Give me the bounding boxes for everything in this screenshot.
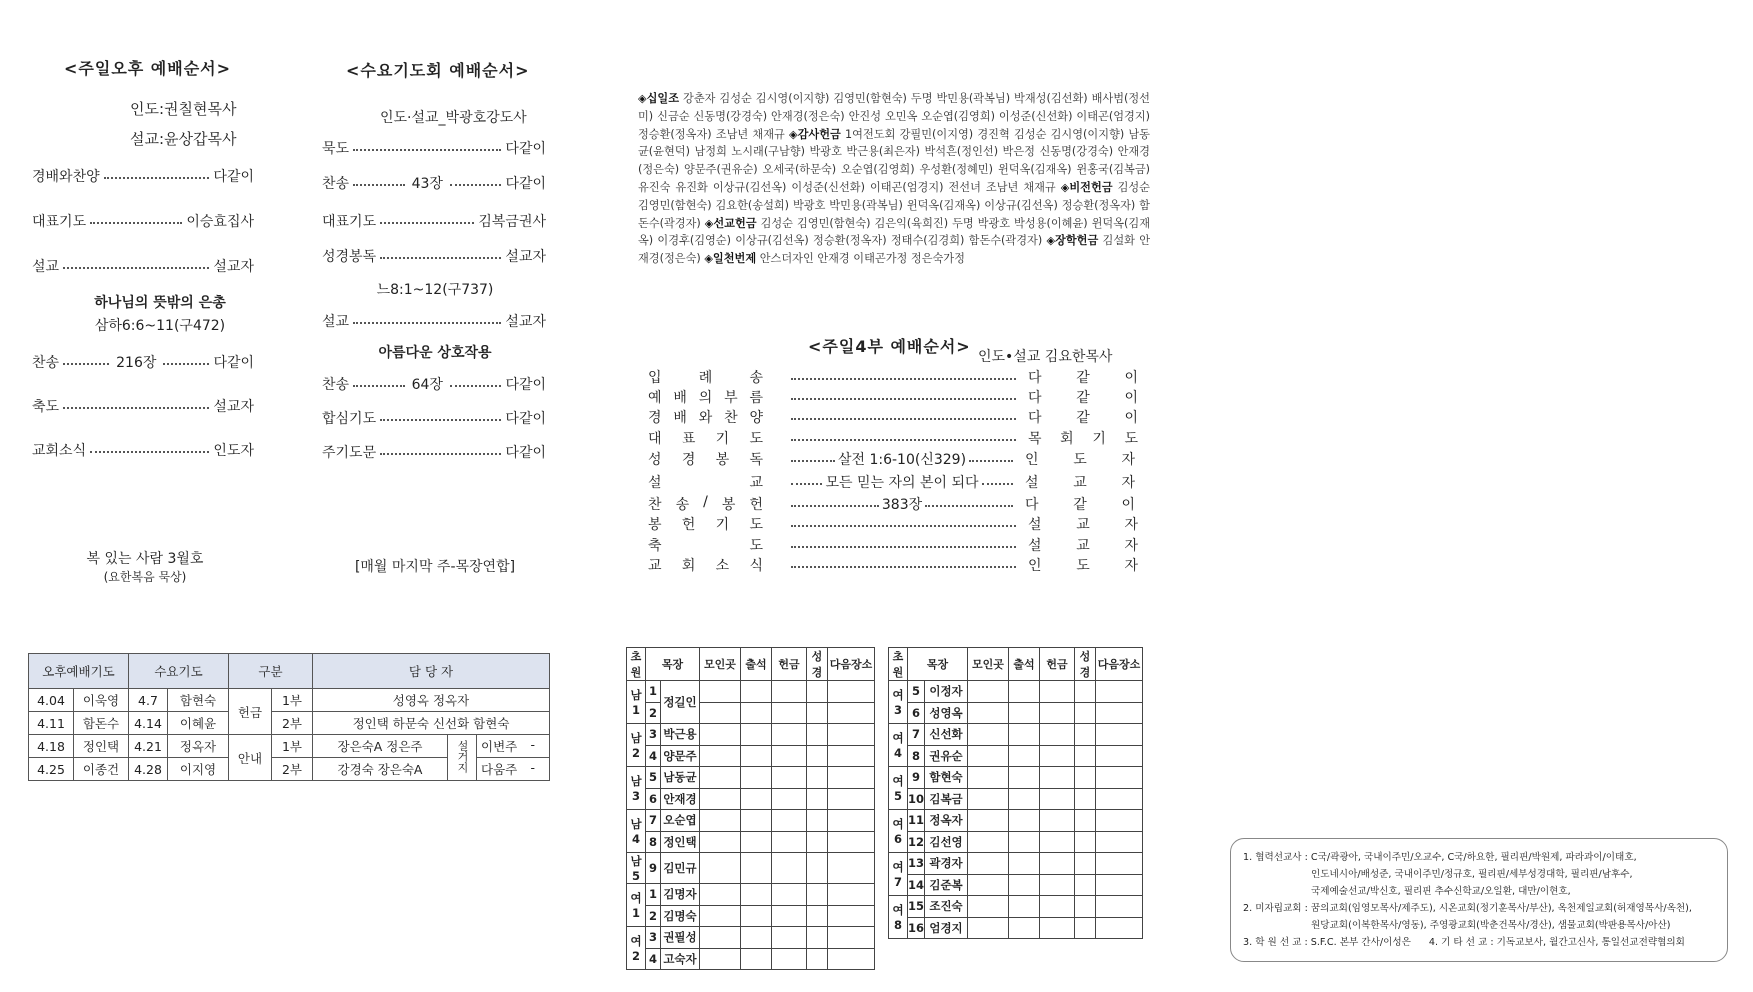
attendance-cell[interactable] (828, 884, 875, 906)
attendance-cell[interactable] (968, 767, 1009, 789)
table-row: 여6 11 정옥자 (889, 810, 1143, 832)
order-item (648, 472, 1138, 492)
attendance-cell[interactable] (1075, 831, 1096, 853)
attendance-cell[interactable] (807, 884, 828, 906)
attendance-cell[interactable] (1096, 745, 1143, 767)
attendance-cell[interactable] (1040, 917, 1075, 939)
attendance-cell[interactable] (1096, 810, 1143, 832)
attendance-cell[interactable] (741, 948, 772, 970)
table-row: 여5 9 함현숙 (889, 767, 1143, 789)
attendance-cell[interactable] (700, 745, 741, 767)
attendance-cell[interactable] (828, 702, 875, 724)
table-row: 남3 5 남동균 (627, 767, 875, 789)
scripture-reference: 느8:1~12(구737) (376, 282, 494, 298)
attendance-cell[interactable] (1040, 874, 1075, 896)
attendance-cell[interactable] (968, 917, 1009, 939)
group-cell: 여7 (889, 853, 908, 896)
order-item: 찬송 43장 다같이 (322, 176, 547, 192)
table-row: 남2 3 박근용 (627, 724, 875, 746)
order-item: 찬송 64장 다같이 (322, 377, 547, 393)
attendance-cell[interactable] (1009, 896, 1040, 918)
attendance-cell[interactable] (828, 745, 875, 767)
order-item (648, 449, 1138, 469)
order-item (648, 514, 1138, 534)
group-cell: 남5 (627, 853, 646, 884)
attendance-cell[interactable] (807, 767, 828, 789)
attendance-cell[interactable] (968, 896, 1009, 918)
order-item (648, 428, 1138, 448)
attendance-cell[interactable] (1040, 788, 1075, 810)
order-value: 목 회 기 도 (1028, 431, 1138, 447)
attendance-cell[interactable] (741, 831, 772, 853)
table-row: 4.04 이욱영 4.7 함현숙 헌금 1부 성영옥 정옥자 (29, 689, 550, 712)
attendance-cell[interactable] (807, 853, 828, 884)
attendance-cell[interactable] (772, 767, 807, 789)
attendance-cell[interactable] (1096, 874, 1143, 896)
attendance-cell[interactable] (772, 810, 807, 832)
table-row: 8 정인택 (627, 831, 875, 853)
attendance-cell[interactable] (741, 810, 772, 832)
order-item: 설교 설교자 (32, 259, 254, 275)
attendance-cell[interactable] (772, 831, 807, 853)
attendance-cell[interactable] (741, 927, 772, 949)
attendance-cell[interactable] (1040, 853, 1075, 875)
group-cell: 남1 (627, 681, 646, 724)
order-item: 주기도문 다같이 (322, 445, 546, 461)
table-row: 여2 3 권필성 (627, 927, 875, 949)
attendance-cell[interactable] (700, 927, 741, 949)
order-label: 찬 송 / 봉 헌 (648, 494, 763, 513)
attendance-cell[interactable] (1009, 917, 1040, 939)
attendance-cell[interactable] (1096, 831, 1143, 853)
attendance-cell[interactable] (1009, 810, 1040, 832)
order-item (648, 387, 1138, 407)
sunday-pm-leader: 인도:권칠현목사 (130, 100, 237, 118)
attendance-cell[interactable] (1096, 767, 1143, 789)
table-row: 남5 9 김민규 (627, 853, 875, 884)
table-row: 여1 1 김명자 (627, 884, 875, 906)
wed-prayer-title: <수요기도회 예배순서> (346, 61, 530, 80)
attendance-cell[interactable] (700, 702, 741, 724)
order-label: 교 회 소 식 (648, 558, 763, 574)
order-value: 설 교 자 (1025, 475, 1135, 491)
sermon-reference: 삼하6:6~11(구472) (94, 318, 226, 334)
attendance-cell[interactable] (741, 702, 772, 724)
attendance-cell[interactable] (1040, 681, 1075, 703)
order-item (648, 407, 1138, 427)
attendance-cell[interactable] (968, 788, 1009, 810)
order-item (648, 555, 1138, 575)
order-value: 인 도 자 (1025, 452, 1135, 468)
attendance-cell[interactable] (700, 724, 741, 746)
attendance-cell[interactable] (1075, 917, 1096, 939)
order-item (648, 494, 1138, 514)
attendance-cell[interactable] (1009, 724, 1040, 746)
table-row: 4.11 함돈수 4.14 이혜윤 2부 정인택 하문숙 신선화 함현숙 (29, 712, 550, 735)
attendance-cell[interactable] (1096, 788, 1143, 810)
attendance-cell[interactable] (1075, 745, 1096, 767)
attendance-cell[interactable] (1040, 896, 1075, 918)
order-value: 다 같 이 (1028, 370, 1138, 386)
table-row: 6 안재경 (627, 788, 875, 810)
attendance-cell[interactable] (1040, 767, 1075, 789)
attendance-cell[interactable] (807, 745, 828, 767)
order-detail: 살전 1:6-10(신329) (791, 449, 1013, 469)
devotional-subtitle: (요한복음 묵상) (103, 570, 187, 584)
attendance-cell[interactable] (968, 853, 1009, 875)
attendance-cell[interactable] (828, 724, 875, 746)
attendance-cell[interactable] (828, 853, 875, 884)
attendance-cell[interactable] (1075, 896, 1096, 918)
attendance-cell[interactable] (968, 831, 1009, 853)
attendance-cell[interactable] (807, 927, 828, 949)
attendance-cell[interactable] (828, 767, 875, 789)
attendance-cell[interactable] (1075, 681, 1096, 703)
attendance-table-left: 초원 목장 모인곳 출석 헌금 성경 다음장소 남1 1 정길인 2 남2 3 박근용 4 양문주 남3 5 남동균 6 안재경 남4 7 오순엽 8 정인택 남5 9 김민규 여1 1 김명자 2 김명숙 여2 3 권필성 4 고숙자 (626, 647, 875, 970)
order-value: 다 같 이 (1028, 390, 1138, 406)
order-item: 설교 설교자 (322, 314, 546, 330)
order-label: 축 도 (648, 538, 763, 554)
attendance-cell[interactable] (1009, 831, 1040, 853)
attendance-cell[interactable] (807, 681, 828, 703)
group-cell: 여6 (889, 810, 908, 853)
attendance-cell[interactable] (968, 874, 1009, 896)
devotional-title: 복 있는 사람 3월호 (86, 551, 204, 567)
table-row: 8 권유순 (889, 745, 1143, 767)
table-row: 남4 7 오순엽 (627, 810, 875, 832)
attendance-cell[interactable] (1075, 702, 1096, 724)
order-item: 묵도 다같이 (322, 141, 546, 157)
order-label: 봉 헌 기 도 (648, 517, 763, 533)
attendance-cell[interactable] (807, 905, 828, 927)
group-cell: 여3 (889, 681, 908, 724)
attendance-cell[interactable] (700, 681, 741, 703)
order-item (648, 535, 1138, 555)
table-row: 2 김명숙 (627, 905, 875, 927)
attendance-cell[interactable] (772, 927, 807, 949)
order-label: 예 배 의 부 름 (648, 390, 763, 406)
table-row: 2 (627, 702, 875, 724)
attendance-cell[interactable] (772, 948, 807, 970)
attendance-cell[interactable] (1075, 724, 1096, 746)
attendance-cell[interactable] (741, 745, 772, 767)
sermon-title: 아름다운 상호작용 (378, 345, 492, 361)
attendance-cell[interactable] (1040, 745, 1075, 767)
attendance-cell[interactable] (772, 788, 807, 810)
order-label: 성 경 봉 독 (648, 452, 763, 468)
attendance-cell[interactable] (741, 681, 772, 703)
attendance-cell[interactable] (1009, 767, 1040, 789)
table-row: 4.25 이종건 4.28 이지영 2부 강경숙 장은숙A 다움주 - (29, 758, 550, 781)
table-row: 6 성영옥 (889, 702, 1143, 724)
attendance-cell[interactable] (1009, 788, 1040, 810)
attendance-cell[interactable] (1096, 681, 1143, 703)
group-cell: 남4 (627, 810, 646, 853)
attendance-cell[interactable] (1096, 724, 1143, 746)
attendance-cell[interactable] (772, 884, 807, 906)
sunday-pm-title: <주일오후 예배순서> (64, 59, 232, 78)
attendance-cell[interactable] (772, 702, 807, 724)
sunday4-leader: 인도•설교 김요한목사 (978, 349, 1113, 365)
attendance-cell[interactable] (741, 767, 772, 789)
attendance-cell[interactable] (700, 788, 741, 810)
order-value: 다 같 이 (1025, 497, 1135, 513)
group-cell: 여5 (889, 767, 908, 810)
attendance-cell[interactable] (700, 884, 741, 906)
attendance-cell[interactable] (1009, 681, 1040, 703)
attendance-cell[interactable] (741, 853, 772, 884)
attendance-cell[interactable] (1096, 853, 1143, 875)
attendance-cell[interactable] (807, 948, 828, 970)
group-cell: 여1 (627, 884, 646, 927)
attendance-cell[interactable] (700, 831, 741, 853)
order-value: 인 도 자 (1028, 558, 1138, 574)
attendance-cell[interactable] (828, 927, 875, 949)
attendance-cell[interactable] (1075, 874, 1096, 896)
attendance-cell[interactable] (772, 905, 807, 927)
table-row: 여8 15 조진숙 (889, 896, 1143, 918)
table-row: 여4 7 신선화 (889, 724, 1143, 746)
duty-table: 오후예배기도 수요기도 구분 담 당 자 4.04 이욱영 4.7 함현숙 헌금 1부 성영옥 정옥자 4.11 함돈수 4.14 이혜윤 2부 정인택 하문숙 신선화 함현숙 4.18 정인택 4.21 정옥자 안내 1부 장은숙A 정은주 설거지 이변주 - 4.25 이종건 4.28 이지영 2부 강경숙 장은숙A 다움주 - (28, 653, 550, 781)
order-value: 설 교 자 (1028, 538, 1138, 554)
order-label: 입 례 송 (648, 370, 763, 386)
wed-prayer-leader: 인도·설교_박광호강도사 (380, 110, 527, 126)
table-row: 여3 5 이정자 (889, 681, 1143, 703)
group-cell: 여4 (889, 724, 908, 767)
table-row: 여7 13 곽경자 (889, 853, 1143, 875)
attendance-cell[interactable] (828, 831, 875, 853)
attendance-cell[interactable] (700, 853, 741, 884)
sunday4-title: <주일4부 예배순서> (808, 337, 971, 356)
attendance-cell[interactable] (1075, 810, 1096, 832)
attendance-cell[interactable] (1096, 917, 1143, 939)
attendance-cell[interactable] (1075, 788, 1096, 810)
order-label: 대 표 기 도 (648, 431, 763, 447)
order-detail: 모든 믿는 자의 본이 되다 (791, 472, 1013, 492)
attendance-cell[interactable] (807, 702, 828, 724)
group-cell: 여8 (889, 896, 908, 939)
attendance-cell[interactable] (968, 724, 1009, 746)
group-cell: 남3 (627, 767, 646, 810)
order-item: 대표기도 김복금권사 (322, 214, 546, 230)
attendance-cell[interactable] (772, 853, 807, 884)
attendance-table-right: 초원 목장 모인곳 출석 헌금 성경 다음장소 여3 5 이정자 6 성영옥 여4 7 신선화 8 권유순 여5 9 함현숙 10 김복금 여6 11 정옥자 12 김선영 여7 13 곽경자 14 김준복 여8 15 조진숙 16 엄경지 (888, 647, 1143, 939)
attendance-cell[interactable] (741, 905, 772, 927)
attendance-cell[interactable] (828, 905, 875, 927)
attendance-cell[interactable] (1075, 767, 1096, 789)
attendance-cell[interactable] (772, 681, 807, 703)
attendance-cell[interactable] (828, 681, 875, 703)
table-row: 10 김복금 (889, 788, 1143, 810)
attendance-cell[interactable] (700, 810, 741, 832)
attendance-cell[interactable] (741, 884, 772, 906)
order-item (648, 367, 1138, 387)
table-row: 16 엄경지 (889, 917, 1143, 939)
attendance-cell[interactable] (1009, 702, 1040, 724)
table-row: 4 양문주 (627, 745, 875, 767)
attendance-cell[interactable] (741, 788, 772, 810)
order-item: 교회소식 인도자 (32, 443, 254, 459)
attendance-cell[interactable] (700, 948, 741, 970)
sunday-pm-preacher: 설교:윤상갑목사 (130, 130, 237, 148)
sermon-title: 하나님의 뜻밖의 은총 (94, 295, 226, 311)
attendance-cell[interactable] (828, 810, 875, 832)
attendance-cell[interactable] (700, 905, 741, 927)
order-value: 설 교 자 (1028, 517, 1138, 533)
order-detail: 383장 (791, 494, 1013, 514)
attendance-cell[interactable] (1040, 810, 1075, 832)
attendance-cell[interactable] (772, 745, 807, 767)
attendance-cell[interactable] (1009, 745, 1040, 767)
attendance-cell[interactable] (1040, 702, 1075, 724)
order-label: 설 교 (648, 475, 763, 491)
order-item: 성경봉독 설교자 (322, 249, 546, 265)
attendance-cell[interactable] (1040, 831, 1075, 853)
group-cell: 여2 (627, 927, 646, 970)
order-label: 경 배 와 찬 양 (648, 410, 763, 426)
missions-box: 1. 협력선교사 : C국/곽광아, 국내이주민/오교수, C국/하요한, 필리핀/박원제, 파라과이/이태호, 인도네시아/배성준, 국내이주민/정규호, 필리핀/세부성경대학, 필리핀/남후수, 국제예술선교/박신호, 필리핀 추수신학교/오일환, 대만/이현호, 2. 미자립교회 : 꿈의교회(임영모목사/제주도), 시온교회(정기훈목사/부산), 옥천제일교회(허재영목사/옥천), 원당교회(이복한목사/영동), 주영광교회(박춘건목사/경산), 샘물교회(박판용목사/아산) 3. 학 원 선 교 : S.F.C. 본부 간사/이성은 4. 기 타 선 교 : 기독교보사, 월간고신사, 통일선교전략협의회 (1230, 838, 1728, 962)
attendance-cell[interactable] (772, 724, 807, 746)
attendance-cell[interactable] (807, 831, 828, 853)
attendance-cell[interactable] (807, 724, 828, 746)
offerings-list: ◈십일조 강춘자 김성순 김시영(이지향) 김영민(함현숙) 두명 박민용(곽복님) 박재성(김선화) 배사범(정선미) 신금순 신동명(강경숙) 안재경(정은숙) 안진성 오민옥 오순엽(김영희) 이성준(신선화) 이태곤(엄경지) 정승환(정옥자) 조남년 채재규 ◈감사헌금 1여전도회 강필민(이지영) 경진혁 김성순 김시영(이지향) 남동균(윤현덕) 남정희 노시래(구남향) 박광호 박근용(최은자) 박석흔(정인선) 박은정 신동명(강경숙) 안재경(정은숙) 양문주(권유순) 오세국(하문숙) 오순엽(김영희) 우성환(정혜민) 윈덕옥(김재옥) 윈홍국(김복금) 유진숙 유진화 이상규(김선옥) 이성준(신선화) 이태곤(엄경지) 전선녀 조남년 채재규 ◈비전헌금 김성순 김영민(함현숙) 김요한(송설희) 박광호 박민용(곽복님) 윈덕옥(김재옥) 이상규(김선옥) 정승환(정옥자) 함돈수(곽경자) ◈선교헌금 김성순 김영민(함현숙) 김은익(육희진) 두명 박광호 박성용(이혜윤) 윈덕옥(김재옥) 이경후(김영순) 이상규(김선옥) 정승환(정옥자) 정태수(김경희) 함돈수(곽경자) ◈장학헌금 김설화 안재경(정은숙) ◈일천번제 안스더자인 안재경 이태곤가정 정은숙가정 (638, 92, 1151, 266)
attendance-cell[interactable] (741, 724, 772, 746)
attendance-cell[interactable] (1009, 874, 1040, 896)
order-item: 합심기도 다같이 (322, 411, 546, 427)
wed-prayer-note: [매월 마지막 주-목장연합] (354, 559, 516, 575)
order-value: 다 같 이 (1028, 410, 1138, 426)
table-row: 남1 1 정길인 (627, 681, 875, 703)
table-row: 14 김준복 (889, 874, 1143, 896)
order-item: 찬송 216장 다같이 (32, 355, 255, 371)
attendance-cell[interactable] (1096, 896, 1143, 918)
table-row: 4.18 정인택 4.21 정옥자 안내 1부 장은숙A 정은주 설거지 이변주 - (29, 735, 550, 758)
group-cell: 남2 (627, 724, 646, 767)
attendance-cell[interactable] (968, 681, 1009, 703)
attendance-cell[interactable] (807, 788, 828, 810)
attendance-cell[interactable] (1096, 702, 1143, 724)
attendance-cell[interactable] (968, 810, 1009, 832)
attendance-cell[interactable] (1075, 853, 1096, 875)
attendance-cell[interactable] (968, 702, 1009, 724)
attendance-cell[interactable] (828, 948, 875, 970)
order-item: 경배와찬양 다같이 (32, 169, 254, 185)
table-row: 12 김선영 (889, 831, 1143, 853)
attendance-cell[interactable] (700, 767, 741, 789)
table-row: 4 고숙자 (627, 948, 875, 970)
attendance-cell[interactable] (828, 788, 875, 810)
attendance-cell[interactable] (1009, 853, 1040, 875)
attendance-cell[interactable] (1040, 724, 1075, 746)
order-item: 축도 설교자 (32, 399, 254, 415)
order-item: 대표기도 이승효집사 (32, 214, 254, 230)
attendance-cell[interactable] (968, 745, 1009, 767)
attendance-cell[interactable] (807, 810, 828, 832)
